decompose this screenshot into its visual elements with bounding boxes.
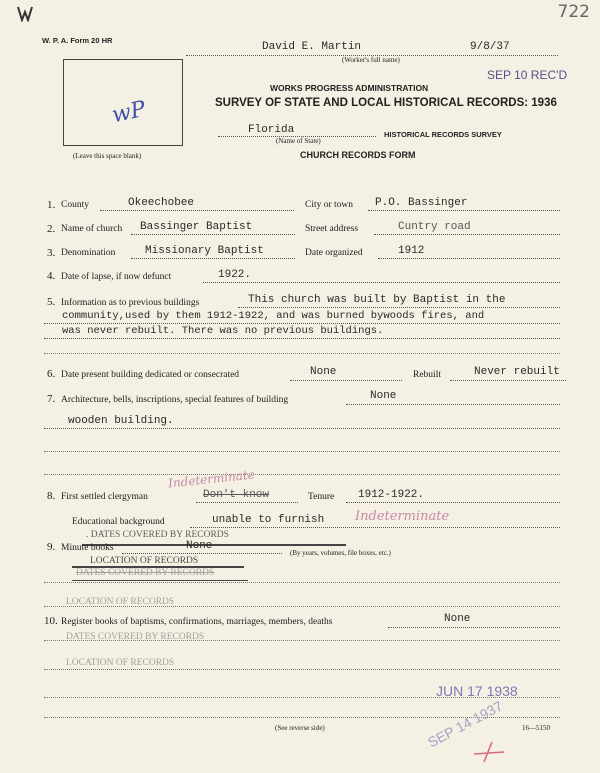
blank-box-label: (Leave this space blank) (73, 152, 142, 160)
f4-label: Date of lapse, if now defunct (61, 272, 172, 282)
received-stamp-sep: SEP 14 1937 (425, 697, 506, 751)
f2-label2: Street address (305, 224, 359, 234)
f5-label: Information as to previous buildings (61, 298, 200, 308)
f9-label: Minute books (61, 543, 114, 553)
f5-line1: This church was built by Baptist in the (248, 294, 506, 306)
f9-sub: (By years, volumes, file boxes, etc.) (290, 549, 391, 557)
f1-label2: City or town (305, 200, 354, 210)
edu-label: Educational background (72, 517, 165, 527)
corner-number: 722 (557, 2, 590, 22)
f8-annotation: Indeterminate (167, 467, 256, 491)
f8-value: Don't know (203, 489, 270, 501)
f8-label: First settled clergyman (61, 492, 148, 502)
ghost-dates-2: DATES COVERED BY RECORDS (76, 568, 215, 578)
f3-label: Denomination (61, 248, 116, 258)
ghost-location-1: LOCATION OF RECORDS (90, 556, 199, 566)
f10-num: 10. (44, 615, 58, 627)
survey-name: HISTORICAL RECORDS SURVEY (384, 130, 502, 139)
f6-value2: Never rebuilt (474, 366, 560, 378)
ghost-dates-3: DATES COVERED BY RECORDS (66, 632, 205, 642)
ghost-rule-1 (82, 544, 346, 546)
ghost-dates-1: . DATES COVERED BY RECORDS (86, 530, 229, 540)
f1-num: 1. (47, 199, 56, 211)
state-name: Florida (248, 124, 295, 136)
f7-num: 7. (47, 393, 56, 405)
f8-value2: 1912-1922. (358, 489, 425, 501)
received-stamp: SEP 10 REC'D (487, 68, 568, 82)
f5-num: 5. (47, 296, 56, 308)
form-title: CHURCH RECORDS FORM (300, 150, 416, 160)
f6-num: 6. (47, 368, 56, 380)
f8-label2: Tenure (308, 492, 335, 502)
blank-box-mark: wP (109, 96, 148, 129)
red-check-mark-icon (470, 738, 510, 767)
f4-value: 1922. (218, 269, 252, 281)
f3-value: Missionary Baptist (145, 245, 264, 257)
f5-line2: community,used by them 1912-1922, and was burned bywoods fires, and (62, 310, 485, 322)
f8-num: 8. (47, 490, 56, 502)
survey-title: SURVEY OF STATE AND LOCAL HISTORICAL RECORDS: 1936 (215, 97, 557, 109)
f5-line3: was never rebuilt. There was no previous buildings. (62, 325, 384, 337)
f6-label2: Rebuilt (413, 370, 441, 380)
wpa-emblem-icon (16, 4, 34, 25)
f10-value: None (444, 613, 471, 625)
f1-value: Okeechobee (128, 197, 195, 209)
reverse-side-note: (See reverse side) (275, 724, 325, 732)
f7-label: Architecture, bells, inscriptions, special features of building (61, 395, 289, 405)
f3-label2: Date organized (305, 248, 363, 258)
f7-line2: wooden building. (68, 415, 174, 427)
edu-value: unable to furnish (212, 514, 325, 526)
f6-label: Date present building dedicated or consecrated (61, 370, 240, 380)
f9-value: None (186, 540, 213, 552)
received-stamp-jun: JUN 17 1938 (436, 683, 518, 699)
f3-value2: 1912 (398, 245, 425, 257)
ghost-rule-3 (72, 580, 248, 581)
report-date: 9/8/37 (470, 41, 510, 53)
ghost-location-3: LOCATION OF RECORDS (66, 658, 175, 668)
f1-value2: P.O. Bassinger (375, 197, 468, 209)
f6-value: None (310, 366, 337, 378)
f10-label: Register books of baptisms, confirmations, marriages, members, deaths (61, 617, 333, 627)
f2-label: Name of church (61, 224, 123, 234)
f2-num: 2. (47, 223, 56, 235)
f1-label: County (61, 200, 89, 210)
admin-title: WORKS PROGRESS ADMINISTRATION (270, 83, 429, 93)
form-code: 16—5150 (522, 724, 550, 732)
edu-annotation: Indeterminate (355, 509, 450, 524)
worker-name: David E. Martin (262, 41, 362, 53)
f7-value: None (370, 390, 397, 402)
f3-num: 3. (47, 247, 56, 259)
f2-value2: Cuntry road (398, 221, 471, 233)
f4-num: 4. (47, 270, 56, 282)
f9-num: 9. (47, 541, 56, 553)
state-label: (Name of State) (276, 137, 321, 145)
ghost-location-2: LOCATION OF RECORDS (66, 597, 175, 607)
worker-name-label: (Worker's full name) (342, 56, 400, 64)
f2-value: Bassinger Baptist (140, 221, 253, 233)
form-id: W. P. A. Form 20 HR (42, 36, 113, 45)
